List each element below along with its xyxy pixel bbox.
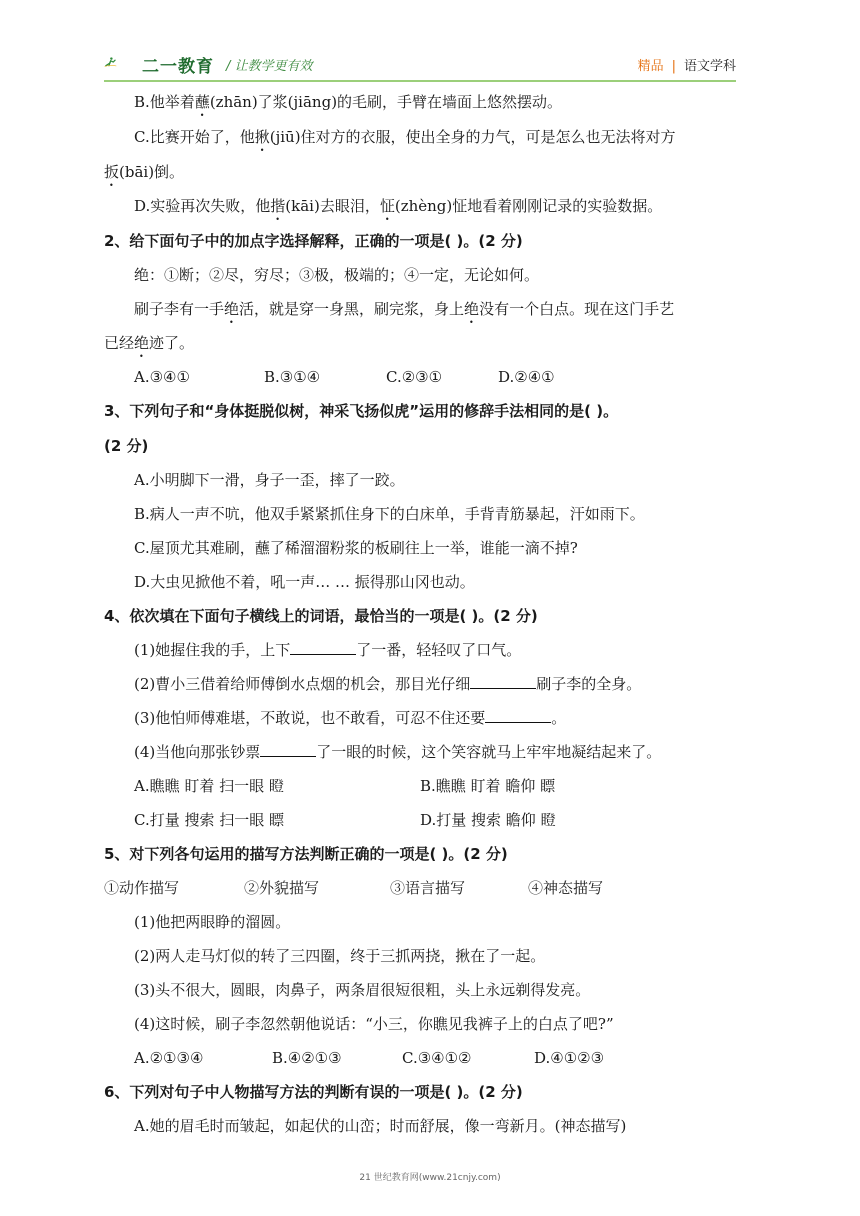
text: (jiū)住对方的衣服，使出全身的力气，可是怎么也无法将对方 <box>269 128 676 146</box>
dotted-char: 绝 <box>134 334 150 352</box>
q5-type-1: ①动作描写 <box>104 879 180 897</box>
q2-options <box>134 367 555 387</box>
text: (kāi)去眼泪， <box>285 197 380 215</box>
q3-option-b: B.病人一声不吭，他双手紧紧抓住身下的白床单，手背青筋暴起，汗如雨下。 <box>134 505 645 523</box>
option-1d <box>134 196 662 224</box>
q5-option-a: A.②①③④ <box>134 1049 204 1067</box>
slogan: / 让教学更有效 <box>226 59 313 74</box>
question-4: 4、依次填在下面句子横线上的词语，最恰当的一项是( )。(2 分) <box>104 607 538 625</box>
q4-option-a: A.瞧瞧 盯着 扫一眼 瞪 <box>134 777 284 795</box>
q4-option-c: C.打量 搜索 扫一眼 瞟 <box>134 811 285 829</box>
question-2: 2、给下面句子中的加点字选择解释，正确的一项是( )。(2 分) <box>104 232 523 250</box>
text: (bāi)倒。 <box>119 163 185 181</box>
q2-option-a: A.③④① <box>134 368 190 386</box>
q5-option-d: D.④①②③ <box>534 1049 605 1067</box>
q5-option-b: B.④②①③ <box>272 1049 342 1067</box>
q5-options <box>134 1048 604 1068</box>
question-3-score: (2 分) <box>104 437 149 455</box>
q2-sentence <box>134 299 674 327</box>
q2-option-b: B.③①④ <box>264 368 321 386</box>
dotted-char: 绝 <box>464 300 480 318</box>
text: B.他举着 <box>134 93 195 111</box>
q3-option-d: D.大虫见掀他不着，吼一声… … 振得那山冈也动。 <box>134 573 475 591</box>
text: C.比赛开始了，他 <box>134 128 255 146</box>
text: 迹了。 <box>149 334 195 352</box>
text: 。 <box>551 709 567 727</box>
subject-label: 语文学科 <box>683 59 736 74</box>
q4-option-b: B.瞧瞧 盯着 瞻仰 瞟 <box>420 777 556 795</box>
option-1b <box>134 92 562 120</box>
q4-sentence-2 <box>134 674 641 694</box>
q4-option-d: D.打量 搜索 瞻仰 瞪 <box>420 811 556 829</box>
question-3: 3、下列句子和“身体挺脱似树，神采飞扬似虎”运用的修辞手法相同的是( )。 <box>104 402 619 420</box>
q5-sentence-1: (1)他把两眼睁的溜圆。 <box>134 913 291 931</box>
text: 了一眼的时候，这个笑容就马上牢牢地凝结起来了。 <box>316 743 662 761</box>
option-1c-cont <box>104 162 184 190</box>
q4-options-row-1 <box>134 776 555 796</box>
text: D.实验再次失败，他 <box>134 197 271 215</box>
page-header <box>0 0 860 86</box>
dotted-char: 揪 <box>254 128 270 146</box>
text: (1)她握住我的手，上下 <box>134 641 291 659</box>
q3-option-a: A.小明脚下一滑，身子一歪，摔了一跤。 <box>134 471 405 489</box>
text: 已经 <box>104 334 135 352</box>
q5-type-3: ③语言描写 <box>390 879 466 897</box>
text: 活，就是穿一身黑，刷完浆，身上 <box>239 300 465 318</box>
q5-sentence-4: (4)这时候，刷子李忽然朝他说话：“小三，你瞧见我裤子上的白点了吧?” <box>134 1015 614 1033</box>
q5-type-2: ②外貌描写 <box>244 879 320 897</box>
text: 没有一个白点。现在这门手艺 <box>479 300 675 318</box>
q4-sentence-3 <box>134 708 566 728</box>
dotted-char: 怔 <box>379 197 395 215</box>
q4-sentence-4 <box>134 742 661 762</box>
dotted-char: 蘸 <box>194 93 210 111</box>
q4-sentence-1 <box>134 640 521 660</box>
header-divider <box>104 80 736 82</box>
q5-option-c: C.③④①② <box>402 1049 472 1067</box>
logo-text: 二一教育 <box>142 57 214 77</box>
q5-sentence-3: (3)头不很大，圆眼，肉鼻子，两条眉很短很粗，头上永远剃得发亮。 <box>134 981 591 999</box>
blank-line <box>485 708 551 723</box>
blank-line <box>260 742 316 757</box>
premium-label: 精品 <box>637 59 664 74</box>
q6-option-a: A.她的眉毛时而皱起，如起伏的山峦；时而舒展，像一弯新月。(神态描写) <box>134 1117 627 1135</box>
blank-line <box>470 674 536 689</box>
q3-option-c: C.屋顶尤其难刷，蘸了稀溜溜粉浆的板刷往上一举，谁能一滴不掉? <box>134 539 578 557</box>
text: (3)他怕师傅难堪，不敢说，也不敢看，可忍不住还要 <box>134 709 486 727</box>
dotted-char: 绝 <box>224 300 240 318</box>
question-5: 5、对下列各句运用的描写方法判断正确的一项是( )。(2 分) <box>104 845 508 863</box>
q5-sentence-2: (2)两人走马灯似的转了三四圈，终于三抓两挠，揪在了一起。 <box>134 947 546 965</box>
q5-types <box>104 878 603 898</box>
text: (zhān)了浆(jiāng)的毛刷，手臂在墙面上悠然摆动。 <box>209 93 563 111</box>
header-right <box>638 55 736 74</box>
dotted-char: 扳 <box>104 163 120 181</box>
blank-line <box>290 640 356 655</box>
header-separator: | <box>671 59 676 74</box>
q2-definition: 绝：①断；②尽，穷尽；③极，极端的；④一定，无论如何。 <box>134 266 540 284</box>
q2-option-c: C.②③① <box>386 368 443 386</box>
text: (4)当他向那张钞票 <box>134 743 261 761</box>
q4-options-row-2 <box>134 810 556 830</box>
text: 刷子李的全身。 <box>536 675 642 693</box>
q2-option-d: D.②④① <box>498 368 555 386</box>
runner-logo-icon <box>104 44 144 80</box>
q5-type-4: ④神态描写 <box>528 879 604 897</box>
dotted-char: 揩 <box>270 197 286 215</box>
text: 刷子李有一手 <box>134 300 225 318</box>
text: (zhèng)怔地看着刚刚记录的实验数据。 <box>394 197 663 215</box>
text: 了一番，轻轻叹了口气。 <box>356 641 522 659</box>
text: (2)曹小三借着给师傅倒水点烟的机会，那目光仔细 <box>134 675 471 693</box>
option-1c <box>134 127 676 155</box>
q2-sentence-cont <box>104 333 194 361</box>
question-6: 6、下列对句子中人物描写方法的判断有误的一项是( )。(2 分) <box>104 1083 523 1101</box>
page-footer: 21 世纪教育网(www.21cnjy.com) <box>359 1173 501 1183</box>
